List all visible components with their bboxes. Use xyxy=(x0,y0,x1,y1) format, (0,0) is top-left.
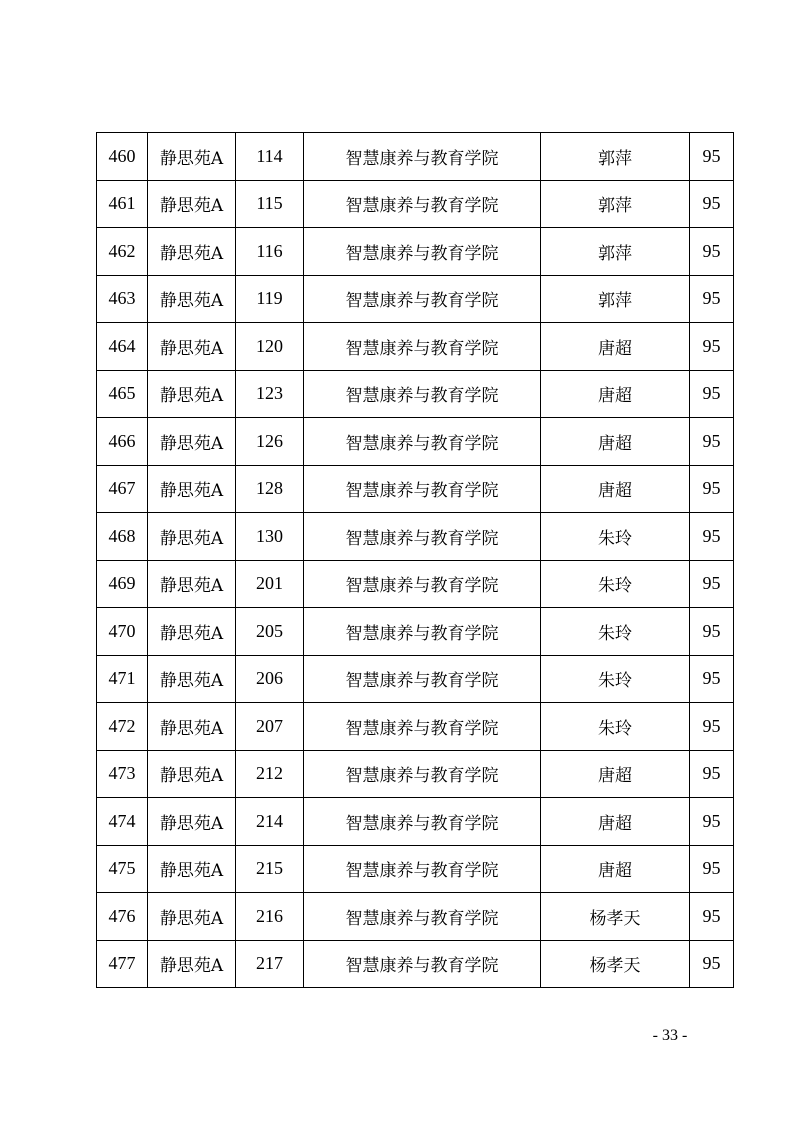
cell-person: 郭萍 xyxy=(541,275,690,323)
cell-room: 201 xyxy=(236,560,304,608)
cell-building: 静思苑A xyxy=(148,228,236,276)
cell-number: 462 xyxy=(97,228,148,276)
cell-room: 115 xyxy=(236,180,304,228)
cell-score: 95 xyxy=(690,798,734,846)
cell-college: 智慧康养与教育学院 xyxy=(304,845,541,893)
table-row xyxy=(97,133,734,181)
cell-score: 95 xyxy=(690,465,734,513)
table-row xyxy=(97,608,734,656)
cell-college: 智慧康养与教育学院 xyxy=(304,798,541,846)
cell-room: 215 xyxy=(236,845,304,893)
cell-college: 智慧康养与教育学院 xyxy=(304,750,541,798)
table-row xyxy=(97,180,734,228)
cell-number: 465 xyxy=(97,370,148,418)
table-row xyxy=(97,513,734,561)
cell-person: 郭萍 xyxy=(541,133,690,181)
cell-number: 475 xyxy=(97,845,148,893)
cell-number: 466 xyxy=(97,418,148,466)
cell-person: 朱玲 xyxy=(541,513,690,561)
cell-room: 205 xyxy=(236,608,304,656)
cell-person: 唐超 xyxy=(541,323,690,371)
cell-number: 468 xyxy=(97,513,148,561)
cell-building: 静思苑A xyxy=(148,133,236,181)
cell-number: 471 xyxy=(97,655,148,703)
cell-person: 郭萍 xyxy=(541,180,690,228)
cell-score: 95 xyxy=(690,228,734,276)
table-row xyxy=(97,275,734,323)
table-row xyxy=(97,893,734,941)
cell-building: 静思苑A xyxy=(148,275,236,323)
cell-building: 静思苑A xyxy=(148,418,236,466)
cell-building: 静思苑A xyxy=(148,845,236,893)
cell-person: 唐超 xyxy=(541,798,690,846)
table-row xyxy=(97,940,734,988)
cell-college: 智慧康养与教育学院 xyxy=(304,893,541,941)
cell-score: 95 xyxy=(690,323,734,371)
cell-score: 95 xyxy=(690,513,734,561)
cell-room: 214 xyxy=(236,798,304,846)
cell-room: 217 xyxy=(236,940,304,988)
cell-college: 智慧康养与教育学院 xyxy=(304,323,541,371)
cell-person: 唐超 xyxy=(541,465,690,513)
cell-person: 朱玲 xyxy=(541,608,690,656)
cell-room: 212 xyxy=(236,750,304,798)
cell-score: 95 xyxy=(690,845,734,893)
cell-college: 智慧康养与教育学院 xyxy=(304,513,541,561)
cell-number: 464 xyxy=(97,323,148,371)
cell-room: 120 xyxy=(236,323,304,371)
table-row xyxy=(97,323,734,371)
cell-number: 469 xyxy=(97,560,148,608)
cell-number: 477 xyxy=(97,940,148,988)
cell-person: 杨孝天 xyxy=(541,940,690,988)
table-body xyxy=(97,133,734,988)
cell-score: 95 xyxy=(690,750,734,798)
cell-building: 静思苑A xyxy=(148,560,236,608)
cell-college: 智慧康养与教育学院 xyxy=(304,940,541,988)
cell-college: 智慧康养与教育学院 xyxy=(304,608,541,656)
cell-score: 95 xyxy=(690,418,734,466)
cell-college: 智慧康养与教育学院 xyxy=(304,655,541,703)
cell-number: 463 xyxy=(97,275,148,323)
cell-building: 静思苑A xyxy=(148,893,236,941)
cell-college: 智慧康养与教育学院 xyxy=(304,560,541,608)
cell-room: 123 xyxy=(236,370,304,418)
table-row xyxy=(97,750,734,798)
table-row xyxy=(97,560,734,608)
cell-college: 智慧康养与教育学院 xyxy=(304,180,541,228)
cell-number: 476 xyxy=(97,893,148,941)
cell-person: 朱玲 xyxy=(541,655,690,703)
cell-room: 206 xyxy=(236,655,304,703)
table-row xyxy=(97,798,734,846)
cell-building: 静思苑A xyxy=(148,655,236,703)
cell-score: 95 xyxy=(690,940,734,988)
cell-number: 460 xyxy=(97,133,148,181)
cell-room: 216 xyxy=(236,893,304,941)
cell-building: 静思苑A xyxy=(148,940,236,988)
cell-person: 唐超 xyxy=(541,370,690,418)
dormitory-score-table xyxy=(96,132,734,988)
cell-score: 95 xyxy=(690,608,734,656)
cell-building: 静思苑A xyxy=(148,513,236,561)
table-row xyxy=(97,418,734,466)
cell-college: 智慧康养与教育学院 xyxy=(304,703,541,751)
cell-score: 95 xyxy=(690,133,734,181)
cell-building: 静思苑A xyxy=(148,323,236,371)
cell-building: 静思苑A xyxy=(148,750,236,798)
cell-room: 128 xyxy=(236,465,304,513)
cell-number: 472 xyxy=(97,703,148,751)
cell-person: 唐超 xyxy=(541,418,690,466)
cell-college: 智慧康养与教育学院 xyxy=(304,228,541,276)
cell-person: 唐超 xyxy=(541,750,690,798)
cell-room: 116 xyxy=(236,228,304,276)
cell-number: 470 xyxy=(97,608,148,656)
cell-college: 智慧康养与教育学院 xyxy=(304,133,541,181)
cell-score: 95 xyxy=(690,703,734,751)
cell-room: 207 xyxy=(236,703,304,751)
cell-person: 朱玲 xyxy=(541,560,690,608)
cell-score: 95 xyxy=(690,370,734,418)
cell-room: 130 xyxy=(236,513,304,561)
cell-building: 静思苑A xyxy=(148,703,236,751)
cell-score: 95 xyxy=(690,275,734,323)
cell-room: 114 xyxy=(236,133,304,181)
cell-number: 473 xyxy=(97,750,148,798)
table-row xyxy=(97,228,734,276)
cell-person: 唐超 xyxy=(541,845,690,893)
cell-person: 杨孝天 xyxy=(541,893,690,941)
cell-person: 朱玲 xyxy=(541,703,690,751)
table-row xyxy=(97,845,734,893)
cell-room: 126 xyxy=(236,418,304,466)
cell-score: 95 xyxy=(690,180,734,228)
cell-score: 95 xyxy=(690,655,734,703)
cell-number: 461 xyxy=(97,180,148,228)
table-row xyxy=(97,370,734,418)
cell-score: 95 xyxy=(690,893,734,941)
cell-score: 95 xyxy=(690,560,734,608)
table-row xyxy=(97,703,734,751)
cell-college: 智慧康养与教育学院 xyxy=(304,275,541,323)
cell-number: 474 xyxy=(97,798,148,846)
cell-college: 智慧康养与教育学院 xyxy=(304,370,541,418)
cell-number: 467 xyxy=(97,465,148,513)
table-row xyxy=(97,655,734,703)
cell-building: 静思苑A xyxy=(148,370,236,418)
page-number: - 33 - xyxy=(652,1027,688,1044)
table-row xyxy=(97,465,734,513)
cell-building: 静思苑A xyxy=(148,608,236,656)
cell-building: 静思苑A xyxy=(148,180,236,228)
cell-person: 郭萍 xyxy=(541,228,690,276)
cell-college: 智慧康养与教育学院 xyxy=(304,418,541,466)
cell-building: 静思苑A xyxy=(148,465,236,513)
cell-building: 静思苑A xyxy=(148,798,236,846)
cell-college: 智慧康养与教育学院 xyxy=(304,465,541,513)
cell-room: 119 xyxy=(236,275,304,323)
